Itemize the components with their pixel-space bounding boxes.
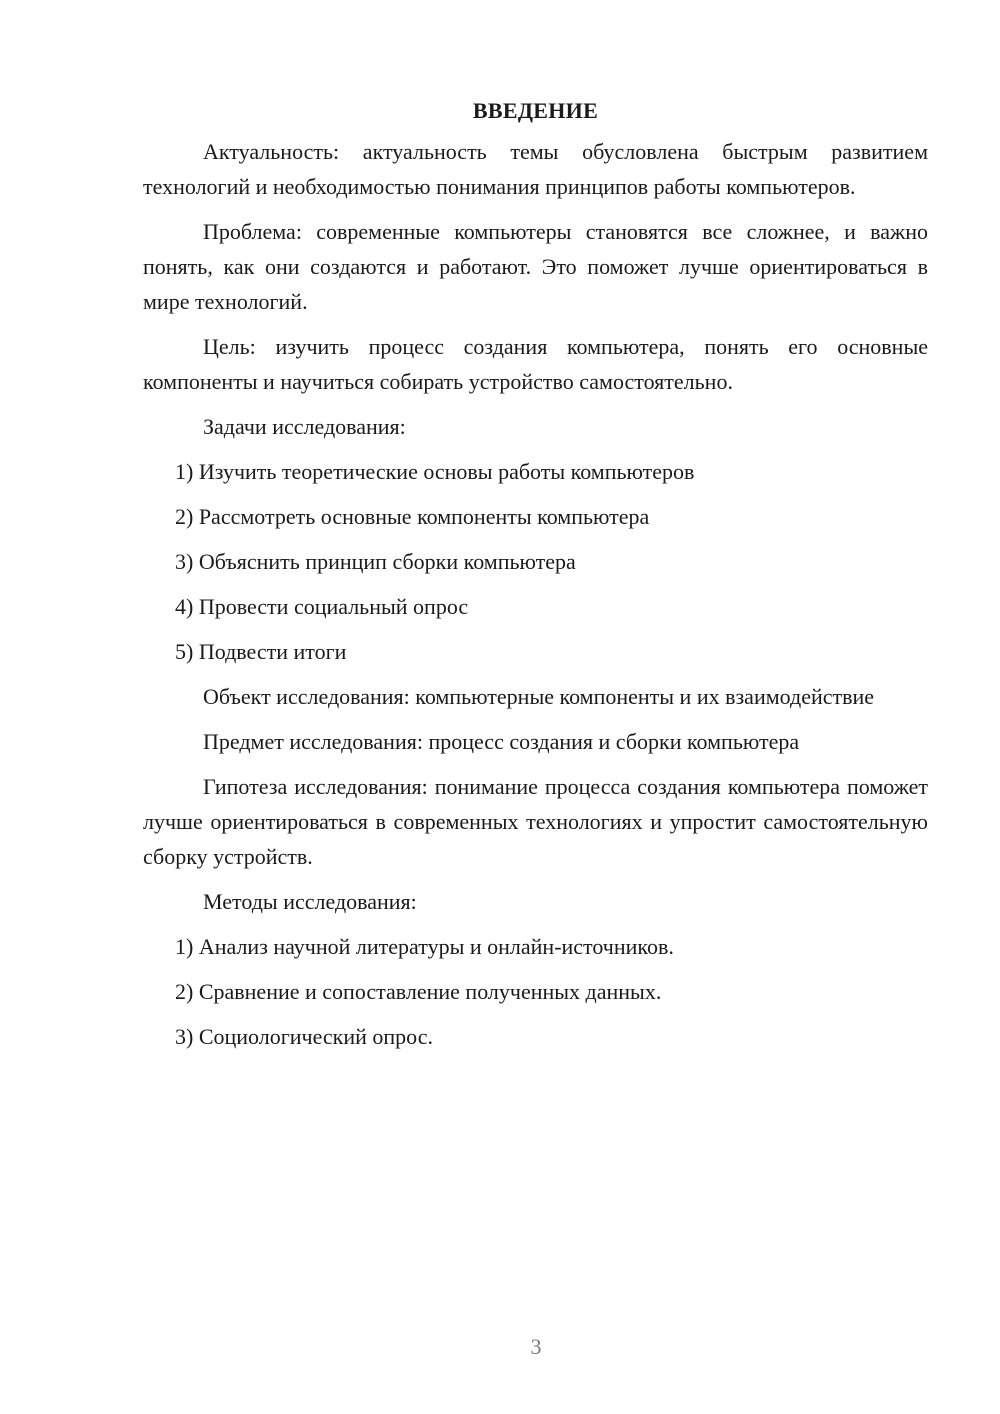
tasks-list <box>143 454 928 669</box>
list-item: 2) Сравнение и сопоставление полученных данных. <box>175 979 662 1004</box>
list-item: 1) Изучить теоретические основы работы компьютеров <box>175 459 695 484</box>
page-number: 3 <box>530 1334 542 1359</box>
list-item: 5) Подвести итоги <box>175 639 347 664</box>
document-page <box>143 94 928 1064</box>
subject-paragraph: Предмет исследования: процесс создания и сборки компьютера <box>203 729 800 754</box>
list-item: 3) Социологический опрос. <box>175 1024 433 1049</box>
tasks-heading: Задачи исследования: <box>203 414 406 439</box>
hypothesis-paragraph: Гипотеза исследования: понимание процесса создания компьютера поможет лучше ориентироваться в современных технологиях и упростит самостоятельную сборку устройств. <box>143 774 928 869</box>
page-title: ВВЕДЕНИЕ <box>472 98 599 123</box>
list-item: 3) Объяснить принцип сборки компьютера <box>175 549 576 574</box>
methods-list <box>143 929 928 1054</box>
list-item: 1) Анализ научной литературы и онлайн-источников. <box>175 934 674 959</box>
methods-heading: Методы исследования: <box>203 889 417 914</box>
goal-paragraph: Цель: изучить процесс создания компьютера, понять его основные компоненты и научиться собирать устройство самостоятельно. <box>143 334 928 394</box>
problem-paragraph: Проблема: современные компьютеры становятся все сложнее, и важно понять, как они создаются и работают. Это поможет лучше ориентироваться в мире технологий. <box>143 219 928 314</box>
object-paragraph: Объект исследования: компьютерные компоненты и их взаимодействие <box>203 684 875 709</box>
list-item: 2) Рассмотреть основные компоненты компьютера <box>175 504 650 529</box>
list-item: 4) Провести социальный опрос <box>175 594 469 619</box>
relevance-paragraph: Актуальность: актуальность темы обусловлена быстрым развитием технологий и необходимостью понимания принципов работы компьютеров. <box>143 139 928 199</box>
